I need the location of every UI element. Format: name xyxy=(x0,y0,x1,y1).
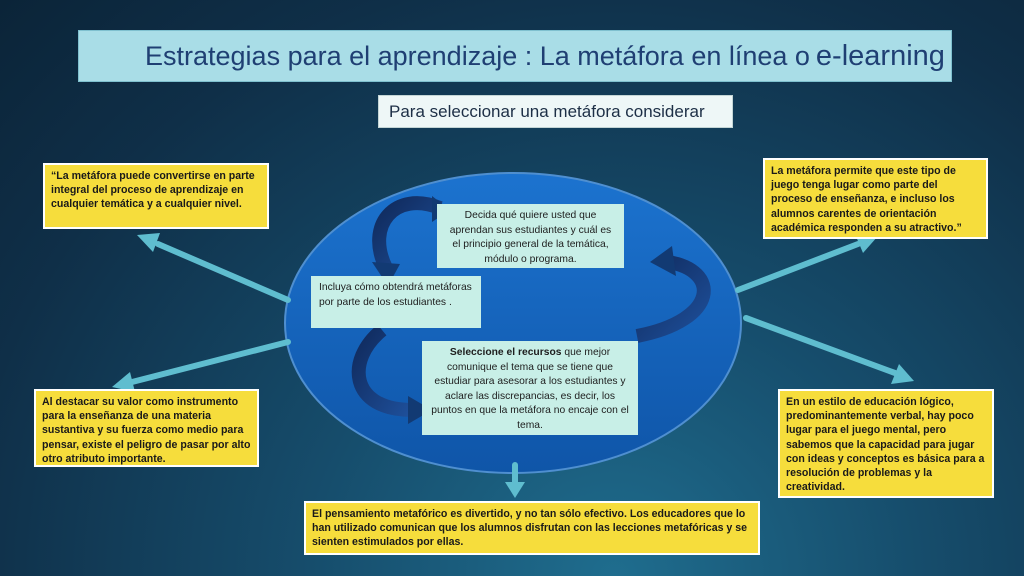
arrow-top-right xyxy=(738,244,858,290)
step-include: Incluya cómo obtendrá metáforas por parte de los estudiantes . xyxy=(311,276,481,328)
step-decide: Decida qué quiere usted que aprendan sus estudiantes y cuál es el principio general de la temática, módulo o programa. xyxy=(437,204,624,268)
quote-box-bottom-right: En un estilo de educación lógico, predominantemente verbal, hay poco lugar para el juego mental, pero sabemos que la capacidad para jugar con ideas y conceptos es básica para a resolución de problemas y la creatividad. xyxy=(778,389,994,498)
slide-title xyxy=(78,30,952,82)
quote-box-top-right: La metáfora permite que este tipo de juego tenga lugar como parte del proceso de enseñanza, e incluso los alumnos carentes de orientación académica responden a su atractivo.” xyxy=(763,158,988,239)
quote-box-bottom-center: El pensamiento metafórico es divertido, y no tan sólo efectivo. Los educadores que lo han utilizado comunican que los alumnos disfrutan con las lecciones metafóricas y se sienten estimulados por ellas. xyxy=(304,501,760,555)
step-select xyxy=(422,341,638,435)
step-select-bold: Seleccione el recursos xyxy=(449,347,562,358)
quote-box-top-left: “La metáfora puede convertirse en parte integral del proceso de aprendizaje en cualquier temática y a cualquier nivel. xyxy=(43,163,269,229)
arrow-top-left xyxy=(158,244,288,300)
title-highlight: e-learning xyxy=(815,39,945,72)
title-text: Estrategias para el aprendizaje : La metáfora en línea o xyxy=(145,40,810,71)
step-select-text: que mejor comunique el tema que se tiene que estudiar para asesorar a los estudiantes y aclare las discrepancias, es decir, los puntos en que la metáfora no encaje con el tema. xyxy=(431,347,629,431)
subtitle: Para seleccionar una metáfora considerar xyxy=(378,95,733,128)
arrow-bottom-right xyxy=(746,318,895,373)
quote-box-bottom-left: Al destacar su valor como instrumento para la enseñanza de una materia sustantiva y su fuerza como medio para pensar, existe el peligro de pasar por alto otro atributo importante. xyxy=(34,389,259,467)
arrow-bottom-left xyxy=(132,342,288,382)
